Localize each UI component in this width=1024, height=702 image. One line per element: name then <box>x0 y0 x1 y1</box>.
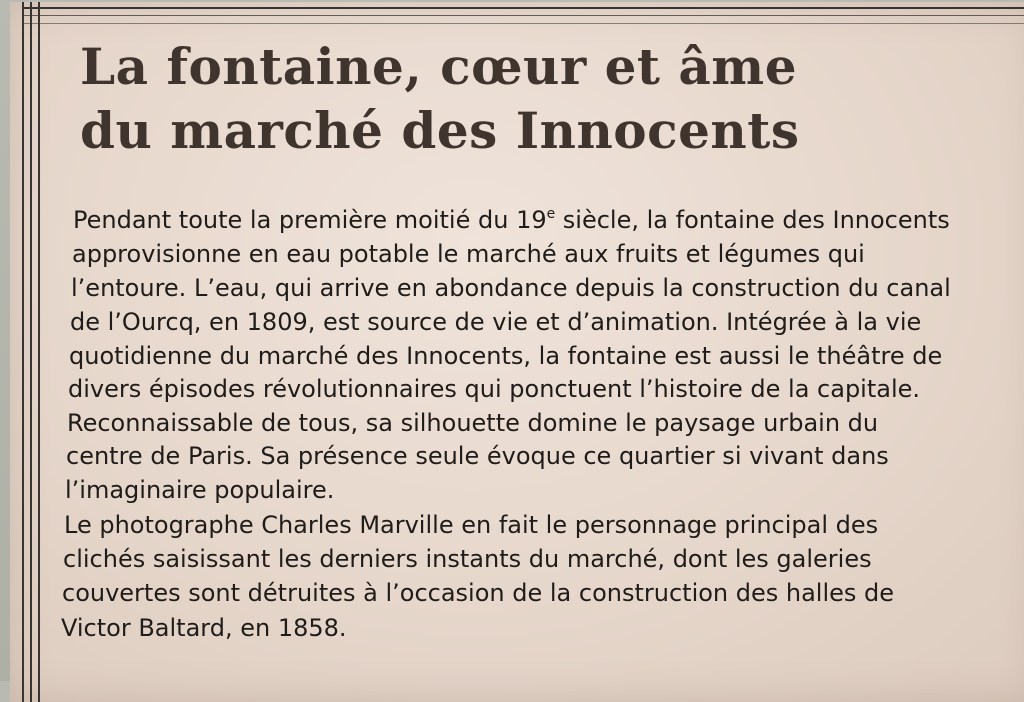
panel-border-line <box>22 23 1024 24</box>
body-text-line: quotidienne du marché des Innocents, la fontaine est aussi le théâtre de <box>69 342 943 370</box>
body-text-line: Le photographe Charles Marville en fait le personnage principal des <box>64 511 879 539</box>
body-text-line <box>73 204 950 236</box>
panel-border-line <box>38 2 40 702</box>
body-text-line: l’entoure. L’eau, qui arrive en abondance depuis la construction du canal <box>71 274 951 302</box>
panel-border-line <box>22 2 24 702</box>
body-text-line: de l’Ourcq, en 1809, est source de vie et d’animation. Intégrée à la vie <box>70 308 922 336</box>
panel-border-line <box>30 2 32 702</box>
body-text-line: divers épisodes révolutionnaires qui ponctuent l’histoire de la capitale. <box>68 375 921 403</box>
body-text-line: couvertes sont détruites à l’occasion de la construction des halles de <box>62 579 895 607</box>
body-text-line: Victor Baltard, en 1858. <box>61 614 347 642</box>
body-text-segment: Pendant toute la première moitié du 19 <box>73 206 547 234</box>
body-text-line: approvisionne en eau potable le marché aux fruits et légumes qui <box>72 240 865 268</box>
body-text-line: l’imaginaire populaire. <box>65 476 335 504</box>
panel-title-line-1: La fontaine, cœur et âme <box>80 37 798 96</box>
panel-title-line-2: du marché des Innocents <box>80 101 800 160</box>
panel-border-line <box>22 15 1024 16</box>
body-text-line: centre de Paris. Sa présence seule évoque ce quartier si vivant dans <box>66 442 889 470</box>
body-text-line: Reconnaissable de tous, sa silhouette domine le paysage urbain du <box>67 409 879 437</box>
panel-border-line <box>22 7 1024 9</box>
ordinal-superscript: e <box>546 205 556 222</box>
body-text-line: clichés saisissant les derniers instants du marché, dont les galeries <box>63 545 872 573</box>
body-text-segment: siècle, la fontaine des Innocents <box>555 206 950 234</box>
